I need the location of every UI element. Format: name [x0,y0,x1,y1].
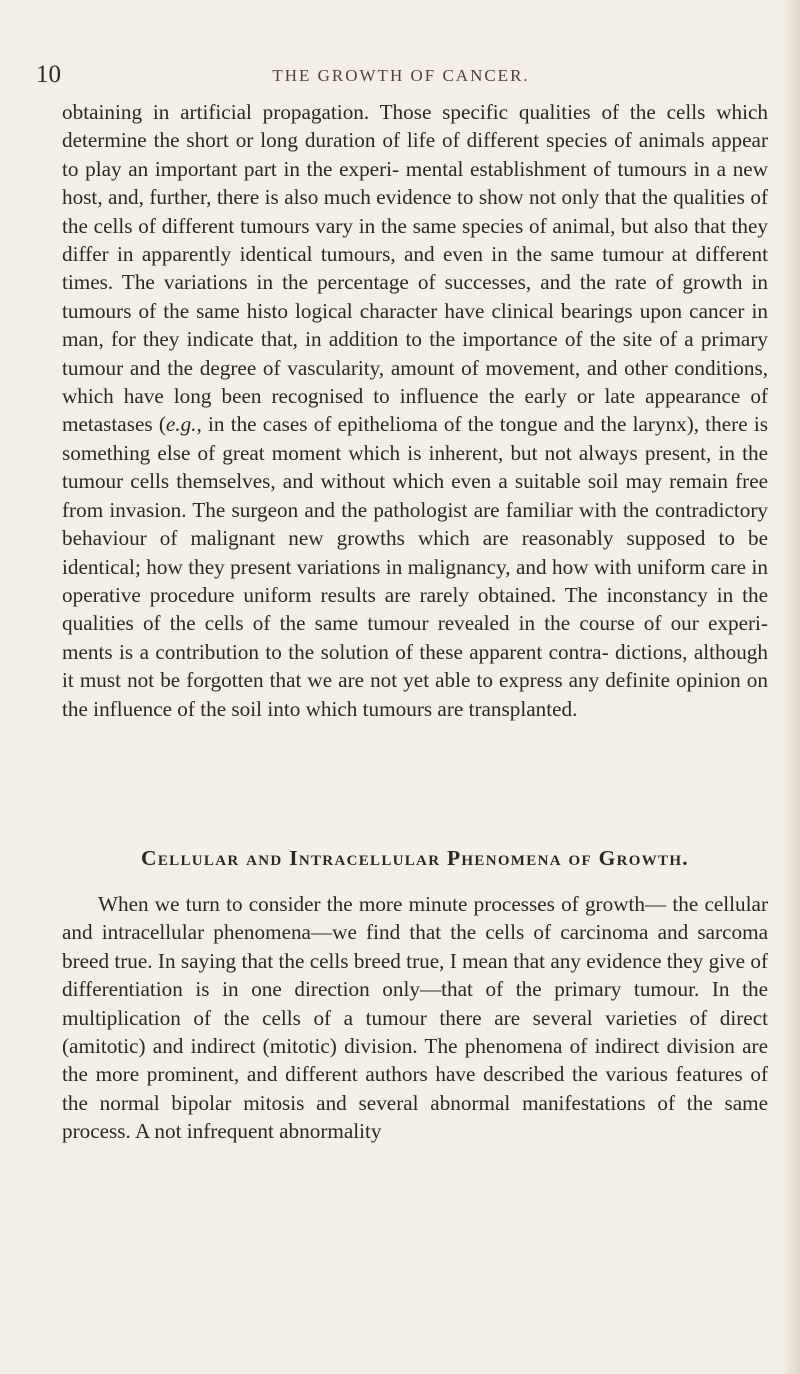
paragraph-1-part-1: obtaining in artificial propagation. Those specific qualities of the cells which determine the short or long duration of life of different species of animals appear to play an important part in the experi- mental establishment of tumours in a new host, and, further, there is also much evidence to show not only that the qualities of the cells of different tumours vary in the same species of animal, but also that they differ in apparently identical tumours, and even in the same tumour at different times. The variations in the percentage of successes, and the rate of growth in tumours of the same histo logical character have clinical bearings upon cancer in man, for they indicate that, in addition to the importance of the site of a primary tumour and the degree of vascularity, amount of movement, and other conditions, which have long been recognised to influence the early or late appearance of metastases ( [62,100,768,437]
section-heading: Cellular and Intracellular Phenomena of Growth. [141,846,689,870]
running-title: THE GROWTH OF CANCER. [272,66,530,85]
page-edge-shadow [782,0,800,1374]
running-head [36,60,766,90]
paragraph-1-part-2: , in the cases of epithelioma of the tongue and the larynx), there is something else of great moment which is inherent, but not always present, in the tumour cells themselves, and without which even a suitable soil may remain free from invasion. The surgeon and the pathologist are familiar with the contradictory behaviour of malignant new growths which are reasonably supposed to be identical; how they present variations in malignancy, and how with uniform care in operative procedure uniform results are rarely obtained. The inconstancy in the qualities of the cells of the same tumour revealed in the course of our experi- ments is a contribution to the solution of these apparent contra- dictions, although it must not be forgotten that we are not yet able to express any definite opinion on the influence of the soil into which tumours are transplanted. [62,412,768,721]
page-number: 10 [36,61,61,88]
body-text-section-1 [62,98,768,723]
eg-abbreviation: e.g. [165,412,197,437]
paragraph-1 [62,98,768,723]
paragraph-2: When we turn to consider the more minute processes of growth— the cellular and intracellular phenomena—we find that the cells of carcinoma and sarcoma breed true. In saying that the cells breed true, I mean that any evidence they give of differentiation is in one direction only—that of the primary tumour. In the multiplication of the cells of a tumour there are several varieties of direct (amitotic) and indirect (mitotic) division. The phenomena of indirect division are the more prominent, and different authors have described the various features of the normal bipolar mitosis and several abnormal manifestations of the same process. A not infrequent abnormality [62,892,768,1144]
